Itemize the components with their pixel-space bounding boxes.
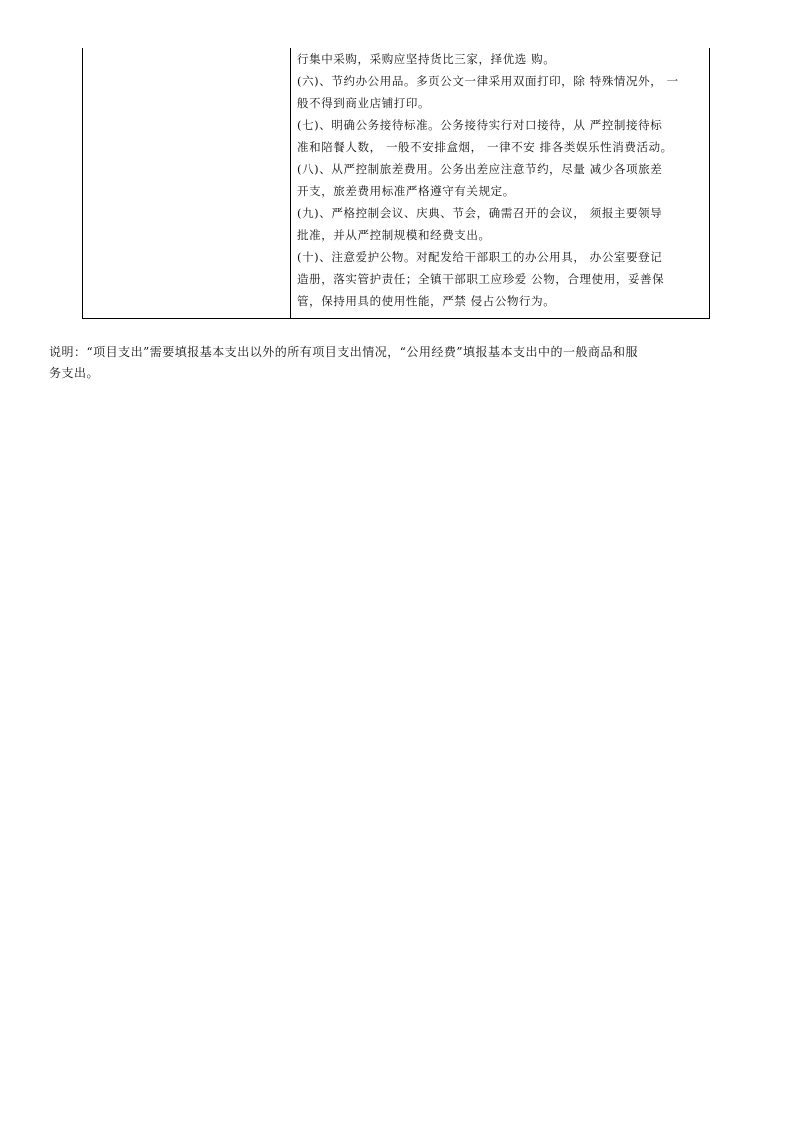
text-line: 批准，并从严控制规模和经费支出。 [297, 228, 491, 242]
text-line: (九)、严格控制会议、庆典、节会，确需召开的会议， 须报主要领导 [297, 206, 663, 220]
text-line: 开支，旅差费用标准严格遵守有关规定。 [297, 184, 515, 198]
note-line: 务支出。 [49, 366, 100, 380]
table-column-divider [290, 48, 291, 318]
expenditure-table [82, 48, 710, 319]
text-line: 行集中采购，采购应坚持货比三家，择优选 购。 [297, 52, 556, 66]
text-line: 管，保持用具的使用性能，严禁 侵占公物行为。 [297, 294, 556, 308]
text-line: (八)、从严控制旅差费用。公务出差应注意节约，尽量 减少各项旅差 [297, 162, 663, 176]
text-line: 造册，落实管护责任；全镇干部职工应珍爱 公物，合理使用，妥善保 [297, 272, 665, 286]
table-right-cell [297, 48, 705, 312]
text-line: (七)、明确公务接待标准。公务接待实行对口接待，从 严控制接待标 [297, 118, 663, 132]
text-line: 般不得到商业店铺打印。 [297, 96, 431, 110]
text-line: (十)、注意爱护公物。对配发给干部职工的办公用具， 办公室要登记 [297, 250, 663, 264]
explanatory-note [49, 342, 749, 384]
text-line: 准和陪餐人数， 一般不安排盒烟， 一律不安 排各类娱乐性消费活动。 [297, 140, 673, 154]
note-line: 说明：“项目支出”需要填报基本支出以外的所有项目支出情况，“公用经费”填报基本支出中的一般商品和服 [49, 345, 639, 359]
text-line: (六)、节约办公用品。多页公文一律采用双面打印，除 特殊情况外， 一 [297, 74, 679, 88]
table-left-cell [83, 48, 290, 318]
